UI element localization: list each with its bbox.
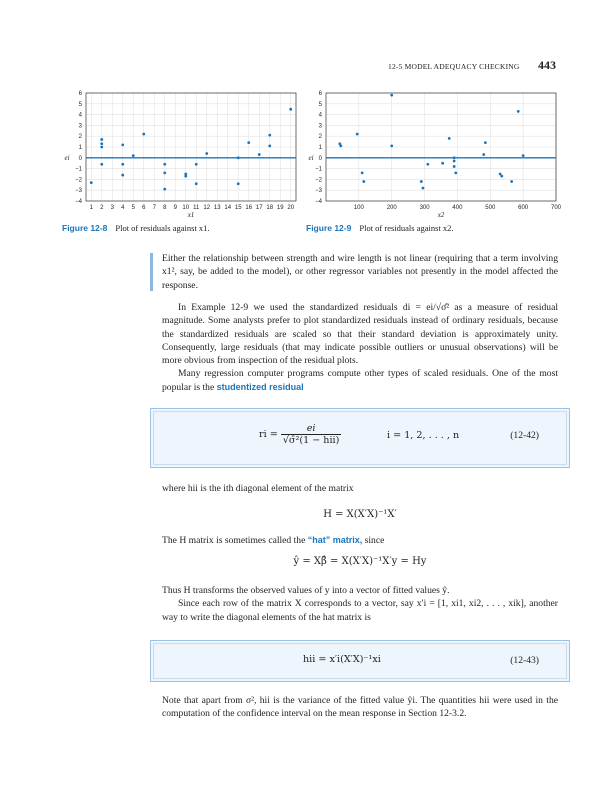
- y-tick-label: −4: [75, 199, 82, 205]
- data-point: [268, 145, 271, 148]
- y-tick-label: −4: [315, 199, 322, 205]
- data-point: [339, 145, 342, 148]
- equation-yhat: ŷ = Xβ̂ = X(X′X)⁻¹X′y = Hy: [293, 556, 427, 567]
- page-number: 443: [538, 58, 556, 72]
- data-point: [422, 187, 425, 190]
- paragraph-text: since: [362, 535, 385, 546]
- paragraph-1: [162, 252, 558, 292]
- paragraph-8: [162, 694, 558, 721]
- data-point: [195, 163, 198, 166]
- x-tick-label: 18: [266, 205, 274, 211]
- data-point: [268, 134, 271, 137]
- data-point: [484, 141, 487, 144]
- data-point: [205, 152, 208, 155]
- data-point: [90, 181, 93, 184]
- equation-hat-matrix: H = X(X′X)⁻¹X′: [323, 509, 397, 520]
- equation-12-43: hii = x′i(X′X)⁻¹xi: [303, 654, 381, 665]
- y-tick-label: 5: [318, 101, 322, 108]
- x-tick-label: 20: [287, 205, 295, 211]
- data-point: [100, 146, 103, 149]
- equation-box-12-42: [150, 408, 570, 468]
- eq-lhs: ri =: [259, 429, 278, 440]
- page-header: [0, 56, 609, 76]
- data-point: [453, 156, 456, 159]
- paragraph-4: [162, 482, 558, 495]
- x-tick-label: 400: [452, 205, 463, 211]
- plot-x1-svg: [62, 88, 302, 223]
- data-point: [453, 160, 456, 163]
- y-tick-label: −3: [315, 188, 322, 195]
- data-point: [390, 145, 393, 148]
- data-point: [356, 133, 359, 136]
- figure-label: Figure 12-8: [62, 223, 108, 233]
- x-tick-label: 300: [419, 205, 430, 211]
- data-point: [390, 94, 393, 97]
- data-point: [100, 138, 103, 141]
- data-point: [453, 165, 456, 168]
- data-point: [362, 180, 365, 183]
- paragraph-3: [162, 367, 558, 394]
- x-tick-label: 5: [131, 205, 135, 211]
- x-tick-label: 2: [100, 205, 104, 211]
- y-axis-label: ei: [64, 153, 70, 162]
- y-tick-label: 1: [78, 145, 82, 151]
- y-tick-label: 6: [78, 91, 82, 97]
- figure-label: Figure 12-9: [306, 223, 352, 233]
- data-point: [195, 182, 198, 185]
- equation-12-42: [259, 423, 341, 446]
- y-tick-label: −2: [315, 177, 322, 184]
- paragraph-5: [162, 534, 558, 547]
- y-tick-label: 4: [318, 112, 322, 119]
- x-tick-label: 13: [213, 205, 221, 211]
- x-tick-label: 7: [152, 205, 156, 211]
- x-axis-label: x2: [437, 211, 445, 219]
- figure-caption-12-8: [62, 223, 210, 233]
- data-point: [522, 154, 525, 157]
- x-tick-label: 11: [193, 205, 200, 211]
- y-tick-label: 6: [318, 91, 322, 97]
- residual-plot-x2: [306, 88, 562, 223]
- data-point: [517, 110, 520, 113]
- x-tick-label: 10: [182, 205, 190, 211]
- data-point: [426, 163, 429, 166]
- data-point: [247, 141, 250, 144]
- y-tick-label: 5: [78, 101, 82, 108]
- data-point: [121, 163, 124, 166]
- data-point: [132, 154, 135, 157]
- x-tick-label: 600: [518, 205, 529, 211]
- data-point: [163, 163, 166, 166]
- x-tick-label: 3: [110, 205, 114, 211]
- x-tick-label: 17: [255, 205, 263, 211]
- data-point: [142, 133, 145, 136]
- y-tick-label: 2: [318, 134, 322, 141]
- data-point: [163, 172, 166, 175]
- x-tick-label: 16: [245, 205, 253, 211]
- y-tick-label: 0: [318, 155, 322, 162]
- data-point: [500, 175, 503, 178]
- data-point: [100, 142, 103, 145]
- data-point: [121, 174, 124, 177]
- figure-caption-text: Plot of residuals against x1.: [115, 223, 210, 233]
- data-point: [289, 108, 292, 111]
- residual-plot-x1: [62, 88, 302, 223]
- data-point: [163, 188, 166, 191]
- x-tick-label: 8: [163, 205, 167, 211]
- x-tick-label: 15: [234, 205, 242, 211]
- y-tick-label: 2: [78, 134, 82, 141]
- paragraph-text: Many regression computer programs compute other types of scaled residuals. One of the most popular is the: [162, 368, 558, 393]
- equation-box-border: [153, 411, 567, 465]
- x-tick-label: 9: [173, 205, 177, 211]
- eq-numerator: ei: [281, 423, 342, 435]
- data-point: [441, 162, 444, 165]
- paragraph-6: [162, 584, 558, 624]
- key-term: studentized residual: [216, 381, 304, 392]
- eq-range: i = 1, 2, . . . , n: [387, 430, 460, 441]
- x-tick-label: 12: [203, 205, 211, 211]
- y-axis-label: ei: [308, 153, 314, 162]
- data-point: [510, 180, 513, 183]
- paragraph-text: The H matrix is sometimes called the: [162, 535, 308, 546]
- x-tick-label: 19: [276, 205, 284, 211]
- x-tick-label: 4: [121, 205, 125, 211]
- y-tick-label: 0: [78, 155, 82, 162]
- data-point: [121, 143, 124, 146]
- eq-number-12-43: (12-43): [510, 655, 539, 666]
- paragraph-text: Either the relationship between strength and wire length is not linear (requiring that a term involving x1², say, be added to the model), or other regressor variables not presently in the model affected the response.: [162, 253, 558, 291]
- data-point: [361, 172, 364, 175]
- data-point: [184, 175, 187, 178]
- data-point: [454, 172, 457, 175]
- data-point: [420, 180, 423, 183]
- y-tick-label: 3: [318, 123, 322, 130]
- paragraph-text: In Example 12-9 we used the standardized residuals di = ei/√σ̂² as a measure of residual magnitude. Some analysts prefer to plot standardized residuals instead of ordinary residuals, because the standardized residuals are scaled so that their standard deviation is approximately unity. Consequently, large residuals (that may indicate possible outliers or unusual observations) will be more obvious from inspection of the residual plots.: [162, 302, 558, 367]
- y-tick-label: −3: [75, 188, 82, 195]
- x-tick-label: 1: [89, 205, 93, 211]
- data-point: [482, 153, 485, 156]
- paragraph-text: Thus H transforms the observed values of y into a vector of fitted values ŷ.: [162, 585, 450, 596]
- eq-fraction: [281, 423, 342, 446]
- y-tick-label: 4: [78, 112, 82, 119]
- y-tick-label: −2: [75, 177, 82, 184]
- x-axis-label: x1: [187, 211, 195, 219]
- x-tick-label: 700: [550, 205, 562, 211]
- key-term: “hat” matrix,: [307, 535, 363, 545]
- eq-number-12-42: (12-42): [510, 430, 539, 441]
- x-tick-label: 200: [386, 205, 397, 211]
- figure-caption-text: Plot of residuals against x2.: [359, 223, 454, 233]
- margin-bar: [150, 253, 153, 291]
- x-tick-label: 500: [485, 205, 496, 211]
- paragraph-text: Note that apart from σ², hii is the variance of the fitted value ŷi. The quantities hii were used in the computation of the confidence interval on the mean response in Section 12-3.2.: [162, 695, 558, 720]
- data-point: [258, 153, 261, 156]
- y-tick-label: 3: [78, 123, 82, 130]
- plot-x2-svg: [306, 88, 562, 223]
- y-tick-label: 1: [318, 145, 322, 151]
- paragraph-text: where hii is the ith diagonal element of the matrix: [162, 483, 354, 494]
- data-point: [448, 137, 451, 140]
- eq-denominator: √σ̂²(1 − hii): [282, 435, 340, 446]
- figure-caption-12-9: [306, 223, 454, 233]
- data-point: [237, 156, 240, 159]
- paragraph-2: [162, 301, 558, 394]
- data-point: [237, 182, 240, 185]
- y-tick-label: −1: [75, 166, 82, 173]
- x-tick-label: 14: [224, 205, 232, 211]
- running-title: 12-5 MODEL ADEQUACY CHECKING: [388, 62, 520, 71]
- y-tick-label: −1: [315, 166, 322, 173]
- paragraph-text: Since each row of the matrix X corresponds to a vector, say x′i = [1, xi1, xi2, . . . , xik], another way to write the diagonal elements of the hat matrix is: [162, 598, 558, 623]
- x-tick-label: 100: [353, 205, 364, 211]
- data-point: [100, 163, 103, 166]
- equation-box-12-43: [150, 640, 570, 682]
- x-tick-label: 6: [142, 205, 146, 211]
